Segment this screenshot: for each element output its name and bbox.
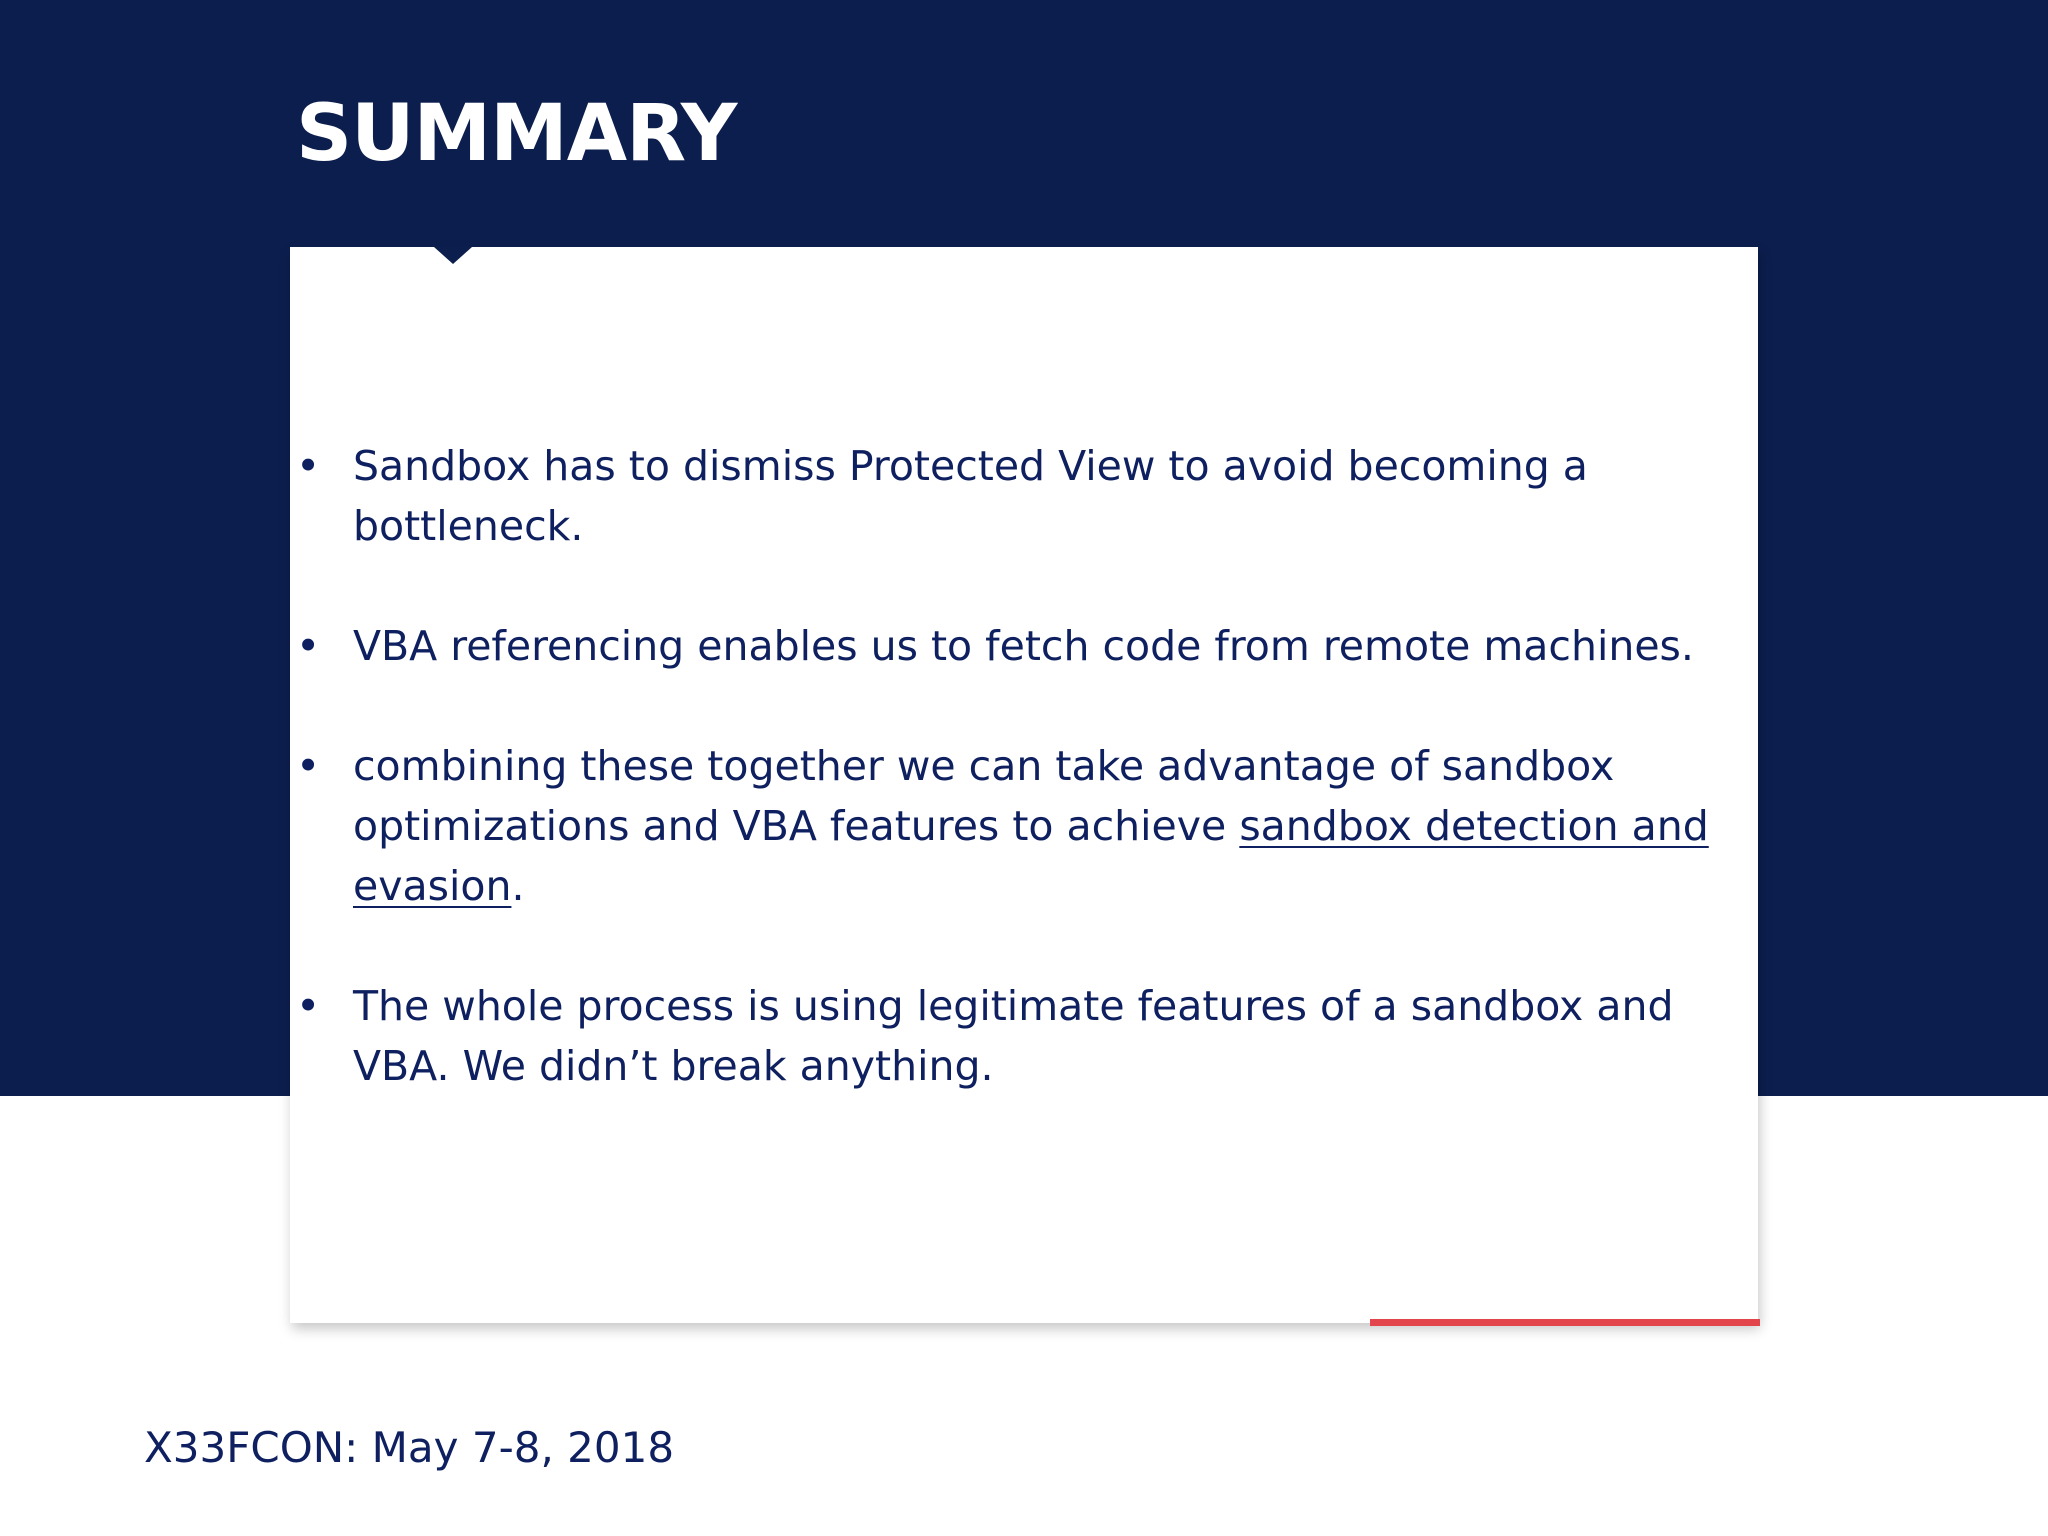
- bullet-list: [296, 436, 1716, 1096]
- footer-event-date: X33FCON: May 7-8, 2018: [144, 1423, 675, 1472]
- bullet-text: VBA referencing enables us to fetch code from remote machines.: [353, 622, 1694, 670]
- bullet-dot-icon: •: [296, 442, 321, 490]
- card-notch: [434, 247, 472, 264]
- underlined-phrase: sandbox detection and evasion: [353, 802, 1709, 910]
- bullet-text: Sandbox has to dismiss Protected View to avoid becoming a bottleneck.: [353, 442, 1588, 550]
- bullet-dot-icon: •: [296, 622, 321, 670]
- accent-bar: [1370, 1319, 1760, 1326]
- bullet-text-before-link: combining these together we can take advantage of sandbox optimizations and VBA features to achieve: [353, 742, 1615, 850]
- bullet-item: [296, 436, 1716, 556]
- bullet-dot-icon: •: [296, 982, 321, 1030]
- bullet-item: [296, 616, 1716, 676]
- bullet-item: [296, 976, 1716, 1096]
- bullet-item: [296, 736, 1716, 916]
- slide-title: SUMMARY: [296, 89, 737, 179]
- bullet-text: The whole process is using legitimate features of a sandbox and VBA. We didn’t break anything.: [353, 982, 1674, 1090]
- bullet-dot-icon: •: [296, 742, 321, 790]
- bullet-text-after-link: .: [511, 862, 525, 910]
